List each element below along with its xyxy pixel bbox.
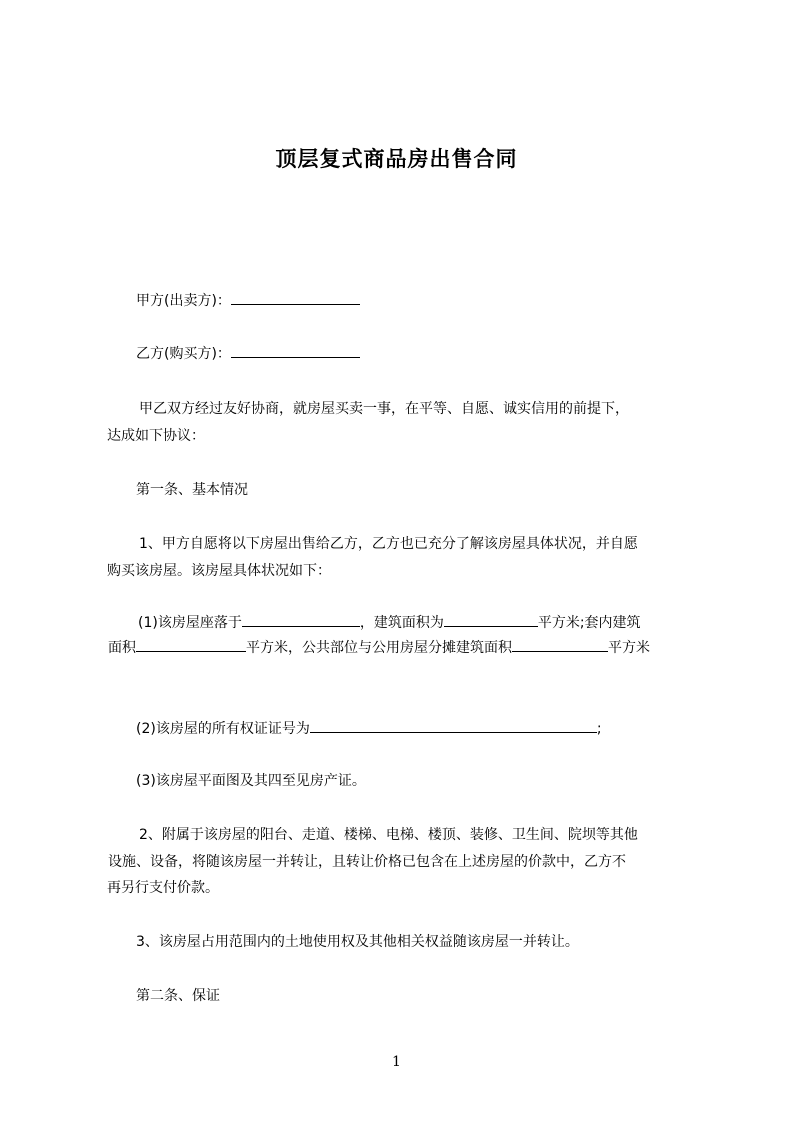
item-1-location-label: (1)该房屋座落于 xyxy=(138,615,242,631)
intro-line-2: 达成如下协议： xyxy=(107,428,205,444)
party-b-line xyxy=(136,343,360,365)
inner-area-blank[interactable] xyxy=(136,637,246,652)
party-a-line xyxy=(136,290,360,312)
page-number: 1 xyxy=(392,1054,401,1070)
clause-1-line-2: 购买该房屋。该房屋具体状况如下： xyxy=(107,563,331,579)
item-1-inner-label: 平方米;套内建筑 xyxy=(537,615,641,631)
article-1-heading: 第一条、基本情况 xyxy=(136,482,248,498)
item-1-area-label: ，建筑面积为 xyxy=(359,615,444,631)
item-1-unit: 平方米 xyxy=(608,640,650,656)
article-2-heading: 第二条、保证 xyxy=(136,988,220,1004)
location-blank[interactable] xyxy=(242,612,360,627)
certificate-number-blank[interactable] xyxy=(310,718,597,733)
party-b-label: 乙方(购买方)： xyxy=(136,346,231,362)
intro-line-1: 甲乙双方经过友好协商，就房屋买卖一事，在平等、自愿、诚实信用的前提下， xyxy=(139,401,629,417)
item-1-area-word: 面积 xyxy=(108,640,136,656)
clause-2-line-3: 再另行支付价款。 xyxy=(107,880,219,896)
clause-1-line-1: 1、甲方自愿将以下房屋出售给乙方，乙方也已充分了解该房屋具体状况，并自愿 xyxy=(139,536,638,552)
building-area-blank[interactable] xyxy=(444,612,538,627)
document-title: 顶层复式商品房出售合同 xyxy=(275,147,518,171)
shared-area-blank[interactable] xyxy=(512,637,608,652)
item-1-line-2 xyxy=(108,637,650,659)
clause-3-line: 3、该房屋占用范围内的土地使用权及其他相关权益随该房屋一并转让。 xyxy=(136,934,579,950)
item-1-line-1 xyxy=(138,612,641,634)
item-2-line xyxy=(136,718,602,740)
party-b-blank[interactable] xyxy=(231,343,360,358)
party-a-blank[interactable] xyxy=(231,290,360,305)
clause-2-line-1: 2、附属于该房屋的阳台、走道、楼梯、电梯、楼顶、装修、卫生间、院坝等其他 xyxy=(139,827,638,843)
item-1-shared-label: 平方米，公共部位与公用房屋分摊建筑面积 xyxy=(246,640,512,656)
party-a-label: 甲方(出卖方)： xyxy=(136,293,231,309)
item-2-semicolon: ; xyxy=(596,721,602,737)
clause-2-line-2: 设施、设备，将随该房屋一并转让，且转让价格已包含在上述房屋的价款中，乙方不 xyxy=(108,854,626,870)
item-3-line: (3)该房屋平面图及其四至见房产证。 xyxy=(136,773,366,789)
item-2-label: (2)该房屋的所有权证证号为 xyxy=(136,721,310,737)
